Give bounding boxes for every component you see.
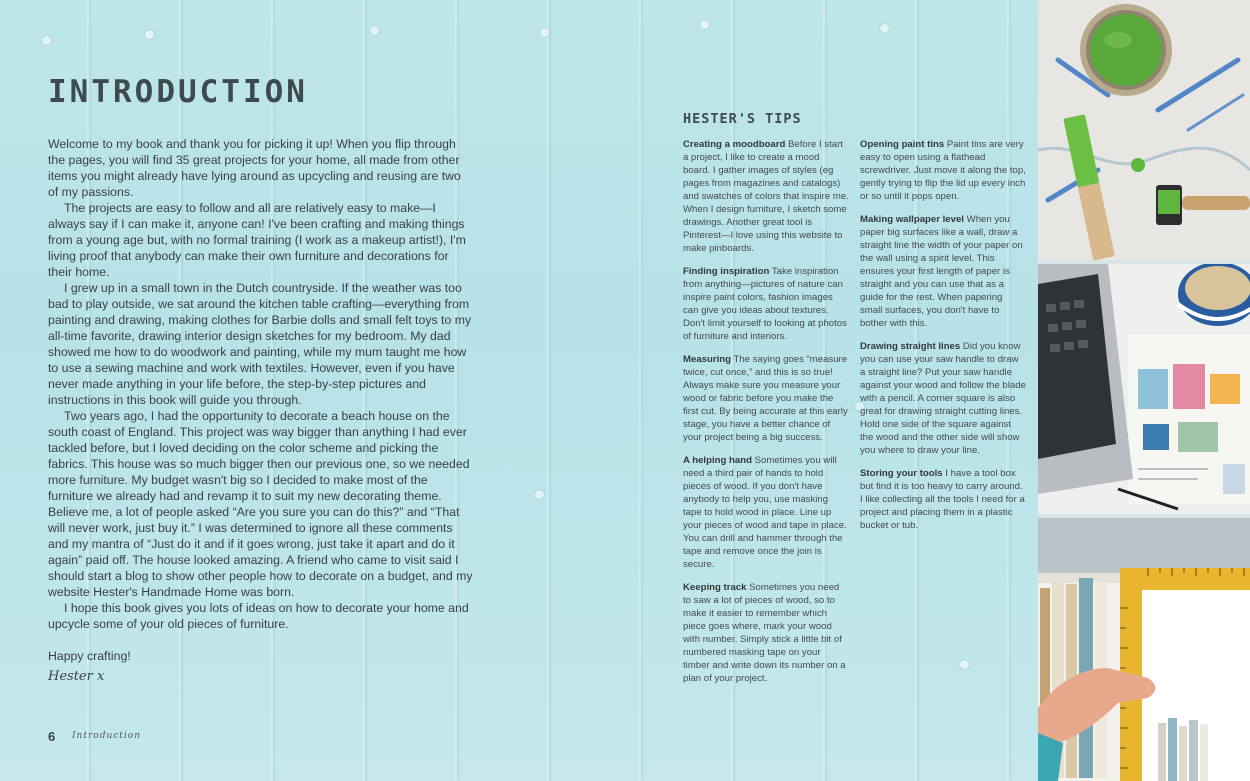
tip-item	[683, 265, 849, 343]
signature: Hester x	[48, 669, 105, 684]
bookshelf-ruler-photo	[1038, 518, 1250, 781]
tip-heading: Opening paint tins	[860, 139, 945, 150]
nail-head-decoration	[960, 660, 969, 669]
nail-head-decoration	[880, 24, 889, 33]
tip-text: Sometimes you need to saw a lot of pieces of wood, so to make it easier to remember which piece goes where, mark your wood with number. Simply stick a little bit of numbered masking tape on your timber and write down its number on a plan of your project.	[683, 582, 846, 684]
intro-paragraph: I grew up in a small town in the Dutch countryside. If the weather was too bad to play outside, we sat around the kitchen table crafting—everything from painting and drawing, making clothes for Barbie dolls and small felt toys to my all-time favorite, drawing interior design sketches for my bedroom. My dad showed me how to do woodwork and painting, while my mum taught me how to use a sewing machine and work with textiles. However, even if you have never made anything in your life before, the step-by-step pictures and instructions in this book will guide you through.	[48, 281, 472, 407]
tip-text: Did you know you can use your saw handle to draw a straight line? Put your saw handle against your wood and follow the blade with a pencil. A corner square is also great for drawing straight cutting lines. Hold one side of the square against the wood and the other side will show you where to draw your line.	[860, 341, 1026, 456]
intro-paragraph: Two years ago, I had the opportunity to decorate a beach house on the south coast of England. This project was way bigger than anything I had ever tackled before, but I loved deciding on the color scheme and picking the fabrics. This house was so much bigger then our previous one, so we needed more furniture. My budget wasn't big so I decided to make most of the furniture we already had and revamp it to suit my new decorating theme. Believe me, a lot of people asked “Are you sure you can do this?” and “That will never work, just buy it.” I was determined to ignore all these comments and my mantra of “Just do it and if it goes wrong, just take it apart and do it again” paid off. The house looked amazing. A friend who came to visit said I should start a blog to show other people how to decorate on a budget, and my website Hester's Handmade Home was born.	[48, 409, 473, 599]
tips-column-2	[860, 138, 1026, 542]
tip-item	[683, 581, 849, 685]
nail-head-decoration	[700, 20, 709, 29]
closing-line: Happy crafting!	[48, 649, 131, 663]
tip-item	[860, 467, 1026, 532]
tips-column-1	[683, 138, 849, 695]
photo-strip	[1038, 0, 1250, 781]
tip-text: The saying goes “measure twice, cut once,” and this is so true! Always make sure you measure your wood or fabric before you make the first cut. By being accurate at this early stage, you have a better chance of your project being a big success.	[683, 354, 848, 443]
nail-head-decoration	[42, 36, 51, 45]
tip-text: Paint tins are very easy to open using a flathead screwdriver. Just move it along the top, gently trying to flip the lid up every inch or so until it pops open.	[860, 139, 1026, 202]
tip-heading: Storing your tools	[860, 468, 943, 479]
intro-paragraph: The projects are easy to follow and all are relatively easy to make—I always say if I can make it, anyone can! I've been crafting and making things from a young age but, with no formal training (I work as a makeup artist!), I'm living proof that anybody can make their own furniture and decorations for their home.	[48, 201, 466, 279]
tips-heading: HESTER'S TIPS	[683, 111, 802, 127]
tip-heading: Creating a moodboard	[683, 139, 786, 150]
tip-text: Take inspiration from anything—pictures of nature can inspire paint colors, fashion images can give you ideas about textures. Don't limit yourself to looking at photos of furniture and interiors.	[683, 266, 847, 342]
tip-text: I have a tool box but find it is too heavy to carry around. I like collecting all the tools I need for a project and placing them in a plastic bucket or tub.	[860, 468, 1025, 531]
nail-head-decoration	[540, 28, 549, 37]
paint-tin-photo	[1038, 0, 1250, 260]
tip-heading: Finding inspiration	[683, 266, 770, 277]
page-number: 6	[48, 729, 56, 744]
tip-item	[683, 454, 849, 571]
laptop-moodboard-photo	[1038, 264, 1250, 514]
tip-item	[860, 138, 1026, 203]
nail-head-decoration	[370, 26, 379, 35]
tip-text: Before I start a project, I like to create a mood board. I gather images of styles (eg pages from magazines and catalogs) and swatches of colors that inspire me. When I design furniture, I sketch some drawings. Another great tool is Pinterest—I love using this website to make pinboards.	[683, 139, 849, 254]
tip-item	[860, 340, 1026, 457]
tip-item	[683, 353, 849, 444]
intro-paragraph: I hope this book gives you lots of ideas on how to decorate your home and upcycle some of your old pieces of furniture.	[48, 601, 469, 631]
tip-item	[860, 213, 1026, 330]
intro-paragraph: Welcome to my book and thank you for picking it up! When you flip through the pages, you will find 35 great projects for your home, all made from other items you might already have lying around as upcycling and reusing are two of my passions.	[48, 137, 461, 199]
tip-text: Sometimes you will need a third pair of hands to hold pieces of wood. If you don't have anybody to help you, use masking tape to hold wood in place. Line up your pieces of wood and tape in place. You can drill and hammer through the tape and remove once the join is secure.	[683, 455, 847, 570]
tip-heading: A helping hand	[683, 455, 752, 466]
tip-item	[683, 138, 849, 255]
tip-heading: Measuring	[683, 354, 731, 365]
page-title: INTRODUCTION	[48, 74, 308, 110]
running-footer: Introduction	[72, 731, 141, 741]
tip-heading: Drawing straight lines	[860, 341, 961, 352]
nail-head-decoration	[145, 30, 154, 39]
intro-body	[48, 136, 474, 664]
tip-heading: Keeping track	[683, 582, 747, 593]
nail-head-decoration	[535, 490, 544, 499]
tip-text: When you paper big surfaces like a wall, draw a straight line the width of your paper on the wall using a spirit level. This ensures your first length of paper is straight and you can use that as a guide for the rest. When papering small surfaces, you don't have to bother with this.	[860, 214, 1023, 329]
tip-heading: Making wallpaper level	[860, 214, 964, 225]
